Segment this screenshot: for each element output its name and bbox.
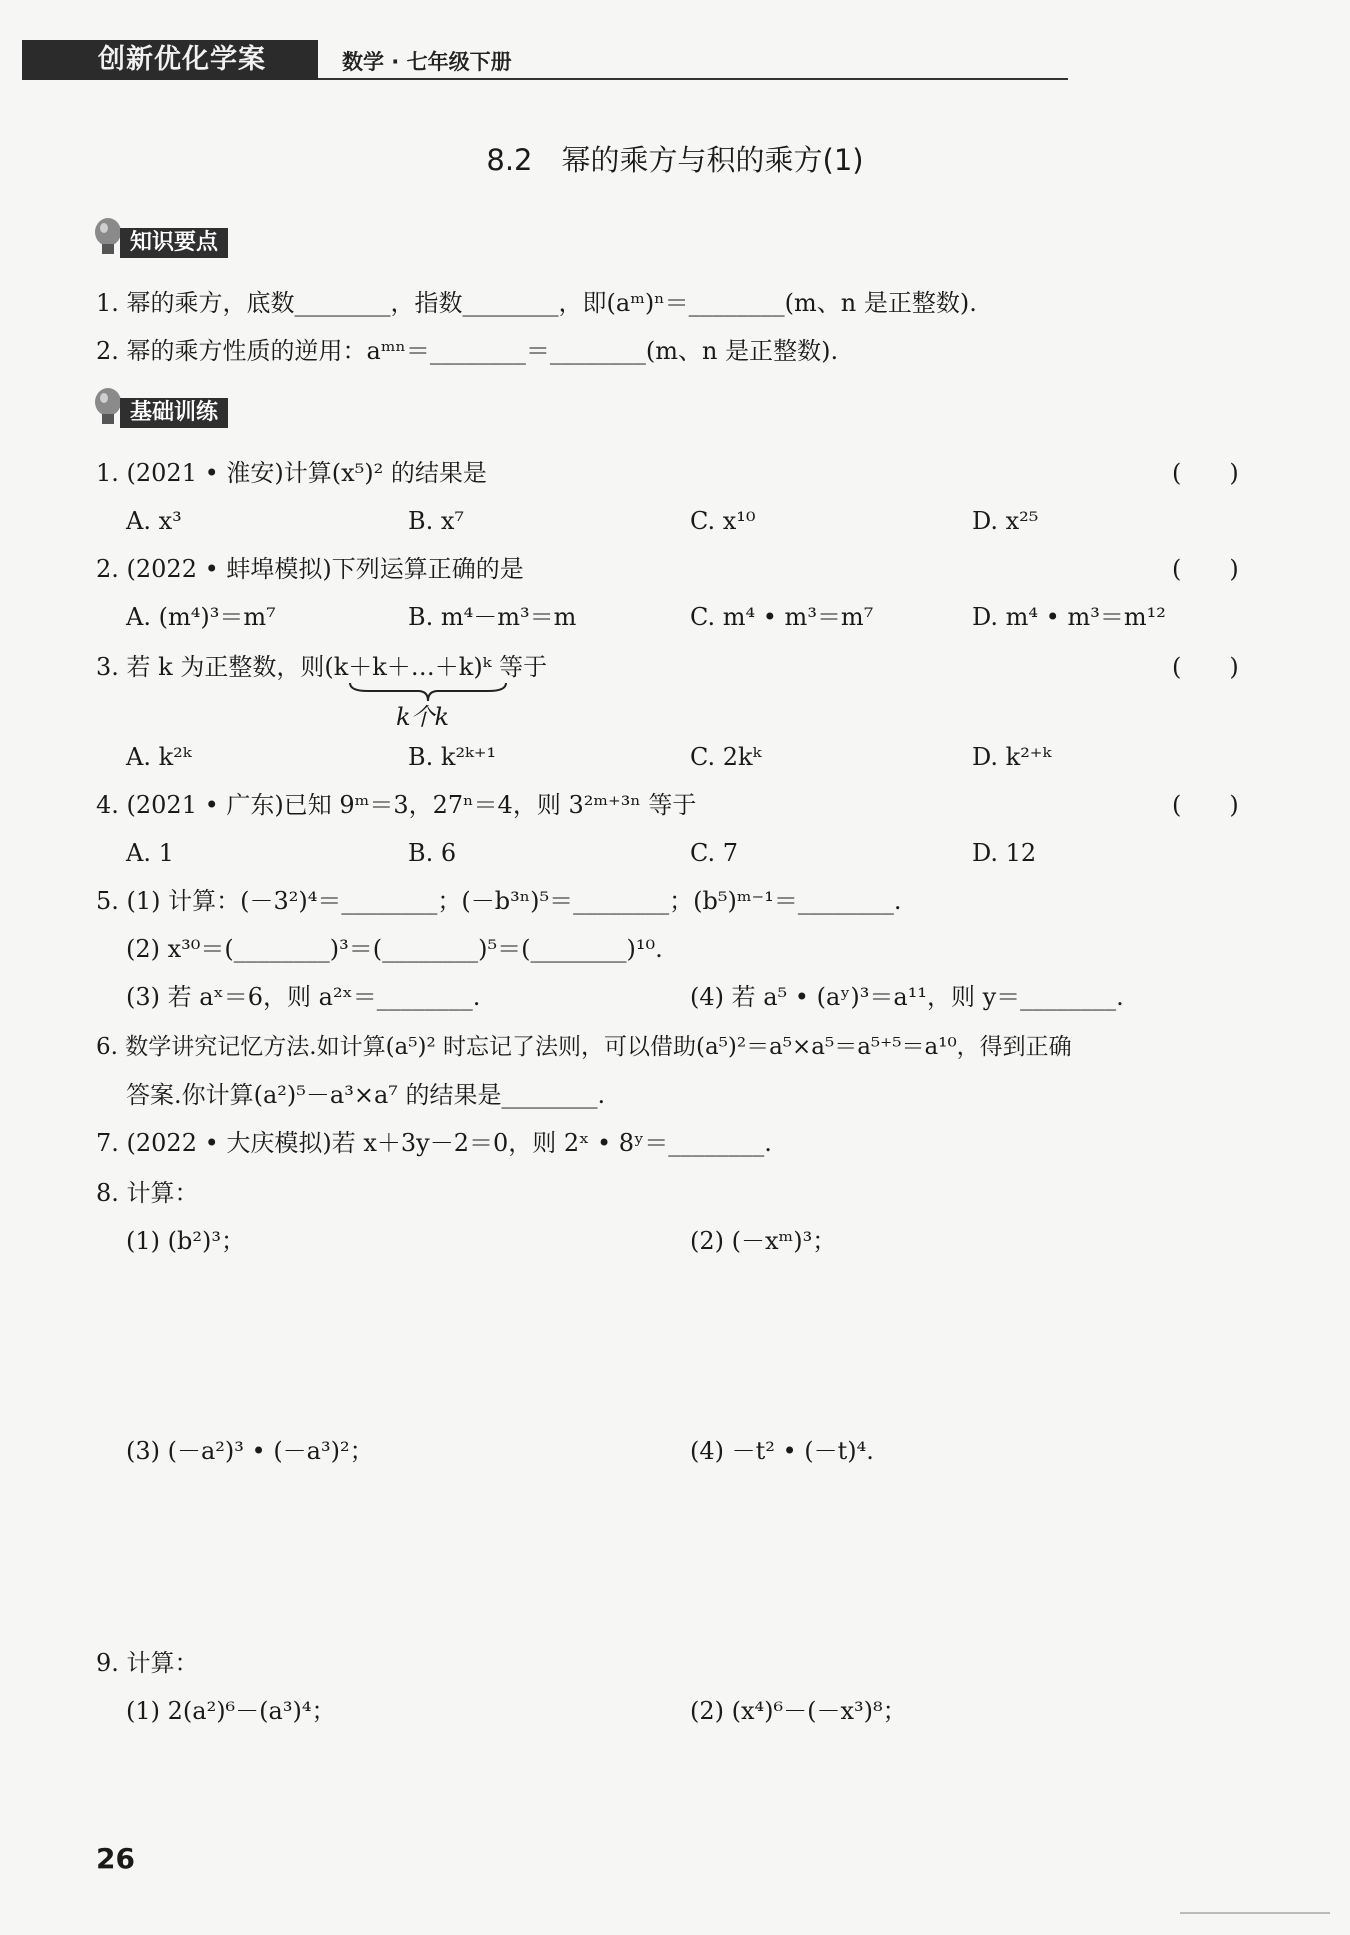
section-basic-label: 基础训练 [120,398,228,428]
q1-option-a: A. x³ [126,507,182,535]
q5-line-2: (2) x³⁰＝(________)³＝(________)⁵＝(________)¹⁰. [126,935,663,963]
q4-option-b: B. 6 [408,839,457,867]
q2-option-b: B. m⁴－m³＝m [408,603,577,631]
header-subject: 数学 · 七年级下册 [342,50,512,74]
q2-option-d: D. m⁴ • m³＝m¹² [972,603,1166,631]
page-number: 26 [96,1842,135,1875]
q3-option-a: A. k²ᵏ [126,743,192,771]
section-knowledge-label: 知识要点 [120,228,228,258]
knowledge-point-1: 1. 幂的乘方，底数________，指数________，即(aᵐ)ⁿ＝________(m、n 是正整数). [96,289,977,317]
q6-line-2: 答案.你计算(a²)⁵－a³×a⁷ 的结果是________. [126,1081,606,1109]
q1-stem: 1. (2021 • 淮安)计算(x⁵)² 的结果是 [96,459,487,487]
q8-stem: 8. 计算： [96,1179,199,1207]
q1-answer-paren: ( ) [1172,459,1239,487]
q9-part-1: (1) 2(a²)⁶－(a³)⁴； [126,1697,336,1725]
q6-line-1: 6. 数学讲究记忆方法.如计算(a⁵)² 时忘记了法则，可以借助(a⁵)²＝a⁵×a⁵＝a⁵⁺⁵＝a¹⁰，得到正确 [96,1034,1072,1060]
q5-line-3a: (3) 若 aˣ＝6，则 a²ˣ＝________. [126,983,481,1011]
page-title: 8.2 幂的乘方与积的乘方(1) [486,143,864,177]
q5-line-3b: (4) 若 a⁵ • (aʸ)³＝a¹¹，则 y＝________. [690,983,1124,1011]
q8-part-3: (3) (－a²)³ • (－a³)²； [126,1437,374,1465]
q5-line-1: 5. (1) 计算：(－3²)⁴＝________；(－b³ⁿ)⁵＝________；(b⁵)ᵐ⁻¹＝________. [96,887,902,915]
q9-stem: 9. 计算： [96,1649,199,1677]
q8-part-4: (4) －t² • (－t)⁴. [690,1437,874,1465]
q3-option-d: D. k²⁺ᵏ [972,743,1052,771]
q4-stem: 4. (2021 • 广东)已知 9ᵐ＝3，27ⁿ＝4，则 3²ᵐ⁺³ⁿ 等于 [96,791,697,819]
q7-stem: 7. (2022 • 大庆模拟)若 x＋3y－2＝0，则 2ˣ • 8ʸ＝________. [96,1129,772,1157]
q4-option-c: C. 7 [690,839,739,867]
q8-part-1: (1) (b²)³； [126,1227,245,1255]
q3-stem: 3. 若 k 为正整数，则(k＋k＋…＋k)ᵏ 等于 [96,653,548,681]
q8-part-2: (2) (－xᵐ)³； [690,1227,837,1255]
footer-rule [1180,1912,1330,1914]
q2-stem: 2. (2022 • 蚌埠模拟)下列运算正确的是 [96,555,524,583]
q1-option-b: B. x⁷ [408,507,465,535]
q2-option-c: C. m⁴ • m³＝m⁷ [690,603,874,631]
header-brand: 创新优化学案 [98,44,266,75]
q3-brace-label: k个k [396,703,450,731]
knowledge-point-2: 2. 幂的乘方性质的逆用：aᵐⁿ＝________＝________(m、n 是正整数). [96,337,839,365]
q4-option-a: A. 1 [126,839,174,867]
q1-option-d: D. x²⁵ [972,507,1039,535]
q4-option-d: D. 12 [972,839,1037,867]
q1-option-c: C. x¹⁰ [690,507,756,535]
q4-answer-paren: ( ) [1172,791,1239,819]
q3-option-b: B. k²ᵏ⁺¹ [408,743,497,771]
header-rule [318,78,1068,80]
q2-answer-paren: ( ) [1172,555,1239,583]
q3-option-c: C. 2kᵏ [690,743,762,771]
q3-answer-paren: ( ) [1172,653,1239,681]
q2-option-a: A. (m⁴)³＝m⁷ [126,603,276,631]
q9-part-2: (2) (x⁴)⁶－(－x³)⁸； [690,1697,907,1725]
